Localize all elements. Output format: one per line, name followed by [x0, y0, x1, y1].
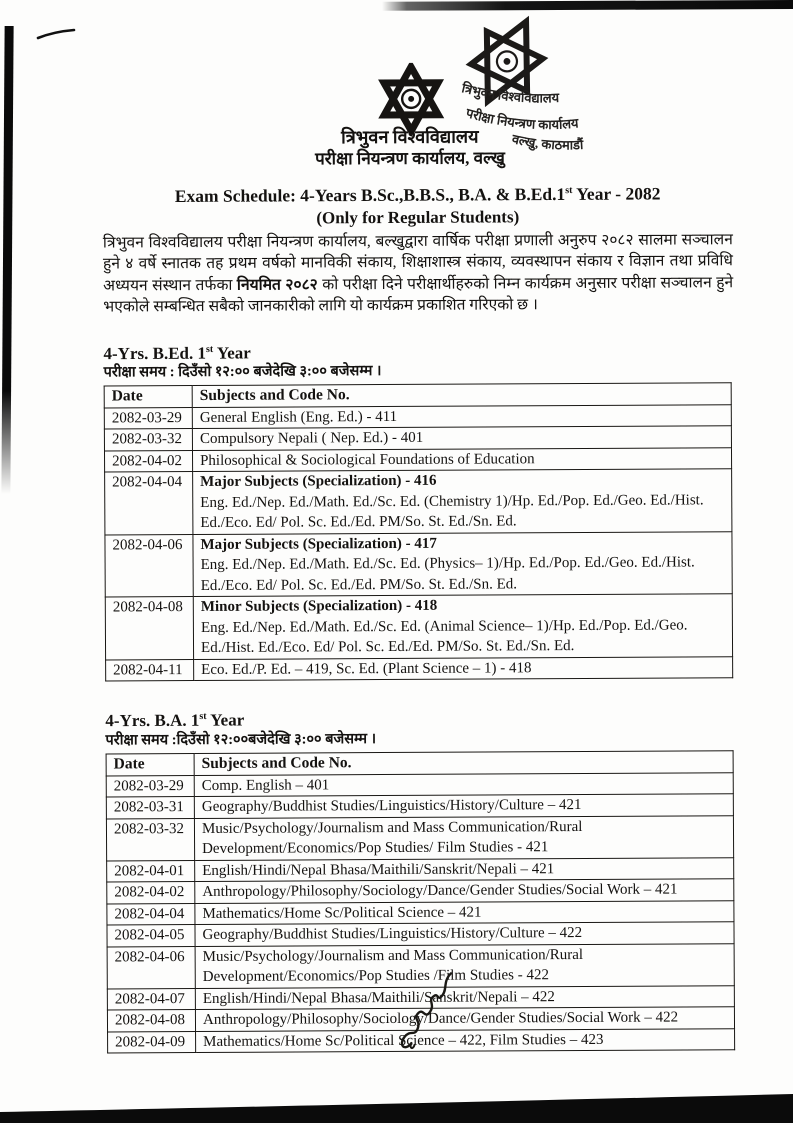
cell-date: 2082-04-02: [104, 451, 192, 473]
cell-subject: Music/Psychology/Journalism and Mass Communication/Rural Development/Economics/Pop Studies/ Film Studies - 421: [194, 815, 733, 860]
table-row: [106, 815, 733, 860]
cell-subject: Anthropology/Philosophy/Sociology/Dance/Gender Studies/Social Work – 421: [195, 879, 734, 903]
cell-subject: Minor Subjects (Specialization) - 418 Eng. Ed./Nep. Ed./Math. Ed./Sc. Ed. (Animal Science– 1)/Hp. Ed./Pop. Ed./Geo. Ed./Hist. Ed./Eco. Ed/ Pol. Sc. Ed./Ed. PM/So. St. Ed./Sn. Ed.: [193, 594, 732, 659]
intro-text-1: त्रिभुवन विश्वविद्यालय परीक्षा नियन्त्रण कार्यालय, बल्खुद्वारा वार्षिक परीक्षा प्रणाली अनुरुप २०८२ सालमा सञ्चालन हुने ४ वर्षे स्नातक तह प्रथम वर्षको मानविकी संकाय, शिक्षाशास्त्र संकाय, व्यवस्थापन संकाय र विज्ञान तथा प्रविधि अध्ययन संस्थान तर्फका: [102, 231, 734, 295]
cell-subject: Compulsory Nepali ( Nep. Ed.) - 401: [192, 426, 731, 450]
title-text-suffix: Year - 2082: [572, 183, 661, 204]
cell-subject: Mathematics/Home Sc/Political Science – 422, Film Studies – 423: [196, 1028, 735, 1052]
cell-date: 2082-04-01: [107, 860, 195, 882]
intro-text-2: को परीक्षा दिने परीक्षार्थीहरुको निम्न कार्यक्रम अनुसार परीक्षा सञ्चालन हुने भएकोले सम्बन्धित सबैको जानकारीको लागि यो कार्यक्रम प्रकाशित गरिएको छ ।: [103, 274, 734, 316]
cell-subject: Anthropology/Philosophy/Sociology/Dance/Gender Studies/Social Work – 422: [195, 1007, 734, 1031]
column-header-date: Date: [106, 754, 194, 776]
column-header-date: Date: [104, 386, 192, 408]
cell-date: 2082-04-09: [108, 1031, 196, 1053]
cell-subject: Major Subjects (Specialization) - 416 Eng. Ed./Nep. Ed./Math. Ed./Sc. Ed. (Chemistry 1)/Hp. Ed./Pop. Ed./Geo. Ed./Hist. Ed./Eco. Ed/ Pol. Sc. Ed./Ed. PM/So. St. Ed./Sn. Ed.: [193, 469, 732, 534]
stamp-text-line2: परीक्षा नियन्त्रण कार्यालय: [464, 105, 580, 133]
exam-time-bed: परीक्षा समय : दिउँसो १२:०० बजेदेखि ३:०० बजेसम्म ।: [103, 363, 382, 381]
cell-subject: Mathematics/Home Sc/Political Science – 421: [195, 900, 734, 924]
intro-paragraph: [103, 229, 733, 318]
cell-subject: Geography/Buddhist Studies/Linguistics/History/Culture – 422: [195, 922, 734, 946]
stamp-text-line1: त्रिभुवन विश्वविद्यालय: [460, 80, 560, 106]
table-row: [105, 532, 732, 598]
table-row: [105, 594, 732, 660]
table-row: [105, 469, 732, 535]
cell-subject: General English (Eng. Ed.) - 411: [192, 405, 731, 429]
section-heading-ba: 4-Yrs. B.A. 1st Year: [105, 710, 245, 731]
title-text: Exam Schedule: 4-Years B.Sc.,B.B.S., B.A. & B.Ed.1: [174, 183, 566, 206]
bed-schedule-table: [104, 383, 734, 682]
cell-date: 2082-03-29: [106, 775, 194, 797]
cell-subject: Comp. English – 401: [194, 772, 733, 796]
cell-subject: Major Subjects (Specialization) - 417 Eng. Ed./Nep. Ed./Math. Ed./Sc. Ed. (Physics– 1)/Hp. Ed./Pop. Ed./Geo. Ed./Hist. Ed./Eco. Ed/ Pol. Sc. Ed./Ed. PM/So. St. Ed./Sn. Ed.: [193, 532, 732, 597]
cell-date: 2082-04-02: [107, 882, 195, 904]
cell-subject: Music/Psychology/Journalism and Mass Communication/Rural Development/Economics/Pop Studies /Film Studies - 422: [195, 943, 734, 988]
exam-time-ba: परीक्षा समय :दिउँसो १२:००बजेदेखि ३:०० बजेसम्म ।: [105, 731, 377, 749]
cell-date: 2082-04-06: [105, 535, 193, 598]
signature: [382, 972, 462, 1050]
section-heading-bed: 4-Yrs. B.Ed. 1st Year: [103, 343, 251, 363]
university-name: त्रिभुवन विश्वविद्यालय: [341, 126, 479, 148]
document-subtitle: (Only for Regular Students): [316, 207, 520, 228]
column-header-subjects: Subjects and Code No.: [194, 751, 733, 775]
column-header-subjects: Subjects and Code No.: [192, 383, 731, 407]
office-name: परीक्षा नियन्त्रण कार्यालय, वल्खु: [314, 148, 505, 169]
cell-date: 2082-04-06: [107, 946, 195, 988]
cell-date: 2082-04-05: [107, 925, 195, 947]
cell-date: 2082-03-31: [106, 797, 194, 819]
cell-subject: English/Hindi/Nepal Bhasa/Maithili/Sanskrit/Nepali – 421: [195, 857, 734, 881]
cell-date: 2082-04-04: [107, 903, 195, 925]
stamp-text-line3: वल्खु, काठमाडौं: [510, 131, 584, 153]
cell-date: 2082-04-08: [105, 597, 193, 660]
cell-date: 2082-04-08: [107, 1010, 195, 1032]
cell-subject: Eco. Ed./P. Ed. – 419, Sc. Ed. (Plant Science – 1) - 418: [194, 657, 733, 681]
table-row: [107, 879, 734, 904]
cell-date: 2082-03-32: [106, 818, 194, 860]
cell-date: 2082-04-04: [105, 472, 193, 535]
cell-subject: Philosophical & Sociological Foundations of Education: [192, 448, 731, 472]
cell-date: 2082-03-32: [104, 429, 192, 451]
cell-date: 2082-03-29: [104, 408, 192, 430]
cell-subject: English/Hindi/Nepal Bhasa/Maithili/Sanskrit/Nepali – 422: [195, 985, 734, 1009]
document-title: [103, 178, 733, 208]
cell-subject: Geography/Buddhist Studies/Linguistics/History/Culture – 421: [194, 794, 733, 818]
cell-date: 2082-04-07: [107, 988, 195, 1010]
table-row: [106, 657, 733, 682]
intro-bold-regular-2082: नियमित २०८२: [236, 276, 318, 294]
cell-date: 2082-04-11: [106, 660, 194, 682]
title-superscript: st: [565, 185, 573, 197]
